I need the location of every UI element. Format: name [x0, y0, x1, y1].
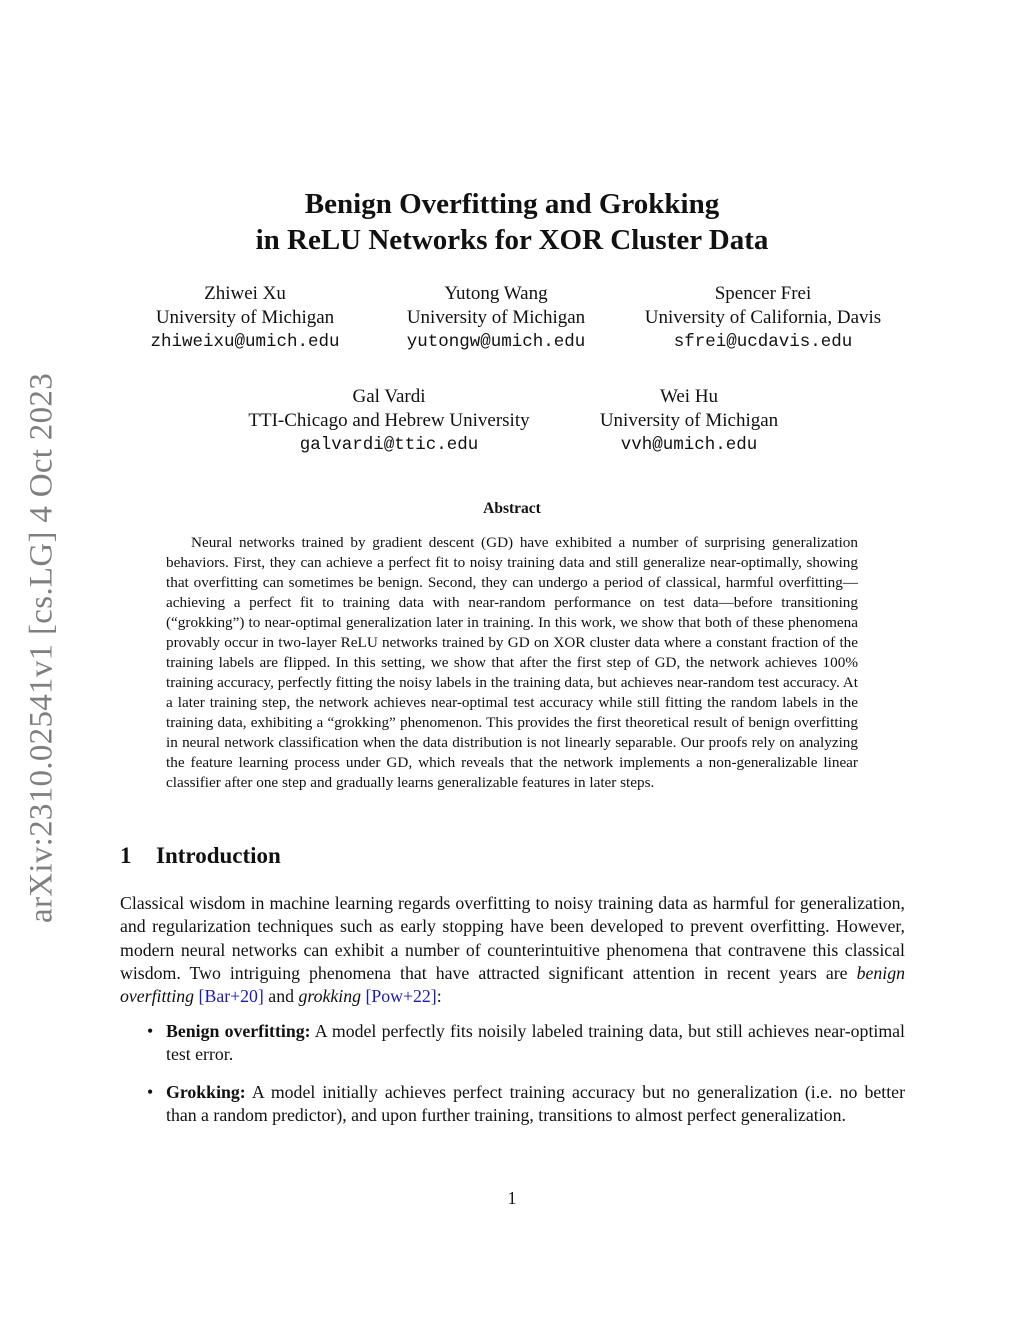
bullet-text: A model perfectly fits noisily labeled training data, but still achieves near-optimal test error.: [166, 1021, 905, 1065]
author-email[interactable]: sfrei@ucdavis.edu: [673, 332, 853, 352]
term-grokking: grokking: [298, 986, 361, 1007]
bullet-term: Grokking:: [166, 1082, 246, 1102]
paper-title-line-2: in ReLU Networks for XOR Cluster Data: [255, 224, 769, 256]
author-name: Zhiwei Xu: [204, 283, 286, 304]
author-email[interactable]: vvh@umich.edu: [620, 435, 758, 455]
citation-bar20[interactable]: [Bar+20]: [198, 986, 264, 1007]
term-benign-overfitting: benign overfitting: [120, 962, 905, 1007]
author-block-vardi: [248, 385, 529, 457]
intro-and: and: [263, 986, 299, 1007]
author-block-frei: [645, 282, 881, 354]
author-block-hu: [600, 385, 778, 457]
author-email[interactable]: yutongw@umich.edu: [406, 332, 586, 352]
definition-list: [120, 1020, 905, 1067]
definition-list: [120, 1081, 905, 1128]
author-email[interactable]: galvardi@ttic.edu: [299, 435, 479, 455]
author-email[interactable]: zhiweixu@umich.edu: [150, 332, 340, 352]
abstract-body: Neural networks trained by gradient descent (GD) have exhibited a number of surprising generalization behaviors. First, they can achieve a perfect fit to noisy training data and still generalize near-optimally, showing that overfitting can sometimes be benign. Second, they can undergo a period of classical, harmful overfitting—achieving a perfect fit to training data with near-random performance on test data—before transitioning (“grokking”) to near-optimal generalization later in training. In this work, we show that both of these phenomena provably occur in two-layer ReLU networks trained by GD on XOR cluster data where a constant fraction of the training labels are flipped. In this setting, we show that after the first step of GD, the network achieves 100% training accuracy, perfectly fitting the noisy labels in the training data, but achieves near-random test accuracy. At a later training step, the network achieves near-optimal test accuracy while still fitting the random labels in the training data, exhibiting a “grokking” phenomenon. This provides the first theoretical result of benign overfitting in neural network classification when the data distribution is not linearly separable. Our proofs rely on analyzing the feature learning process under GD, which reveals that the network implements a non-generalizable linear classifier after one step and gradually learns generalizable features in later steps.: [166, 534, 858, 791]
author-affiliation: TTI-Chicago and Hebrew University: [248, 410, 530, 431]
author-affiliation: University of California, Davis: [644, 307, 882, 328]
author-name: Wei Hu: [659, 386, 719, 407]
paper-title-line-1: Benign Overfitting and Grokking: [304, 188, 720, 220]
bullet-term: Benign overfitting:: [166, 1021, 311, 1041]
author-block-wang: [407, 282, 586, 354]
author-name: Gal Vardi: [352, 386, 426, 407]
bullet-dot: •: [147, 1021, 154, 1041]
author-name: Spencer Frei: [714, 283, 812, 304]
abstract-heading: Abstract: [483, 500, 541, 517]
author-affiliation: University of Michigan: [155, 307, 335, 328]
bullet-benign-overfitting: [120, 1020, 905, 1067]
section-number: 1: [120, 843, 132, 868]
bullet-text: A model initially achieves perfect training accuracy but no generalization (i.e. no better than a random predictor), and upon further training, transitions to almost perfect generalization.: [166, 1082, 905, 1126]
arxiv-identifier-stamp: arXiv:2310.02541v1 [cs.LG] 4 Oct 2023: [23, 372, 60, 924]
page-number: 1: [507, 1188, 517, 1208]
author-name: Yutong Wang: [444, 283, 548, 304]
citation-pow22[interactable]: [Pow+22]: [365, 986, 437, 1007]
introduction-paragraph: [120, 892, 905, 1008]
bullet-dot: •: [147, 1082, 154, 1102]
intro-text: Classical wisdom in machine learning regards overfitting to noisy training data as harmful for generalization, and regularization techniques such as early stopping have been developed to prevent overfitting. However, modern neural networks can exhibit a number of counterintuitive phenomena that contravene this classical wisdom. Two intriguing phenomena that have attracted significant attention in recent years are: [120, 893, 905, 983]
bullet-grokking: [120, 1081, 905, 1128]
author-affiliation: University of Michigan: [406, 307, 586, 328]
author-block-xu: [150, 282, 339, 354]
section-heading-introduction: [120, 843, 281, 869]
section-title: Introduction: [156, 843, 281, 868]
author-affiliation: University of Michigan: [599, 410, 779, 431]
intro-colon: :: [436, 986, 442, 1007]
